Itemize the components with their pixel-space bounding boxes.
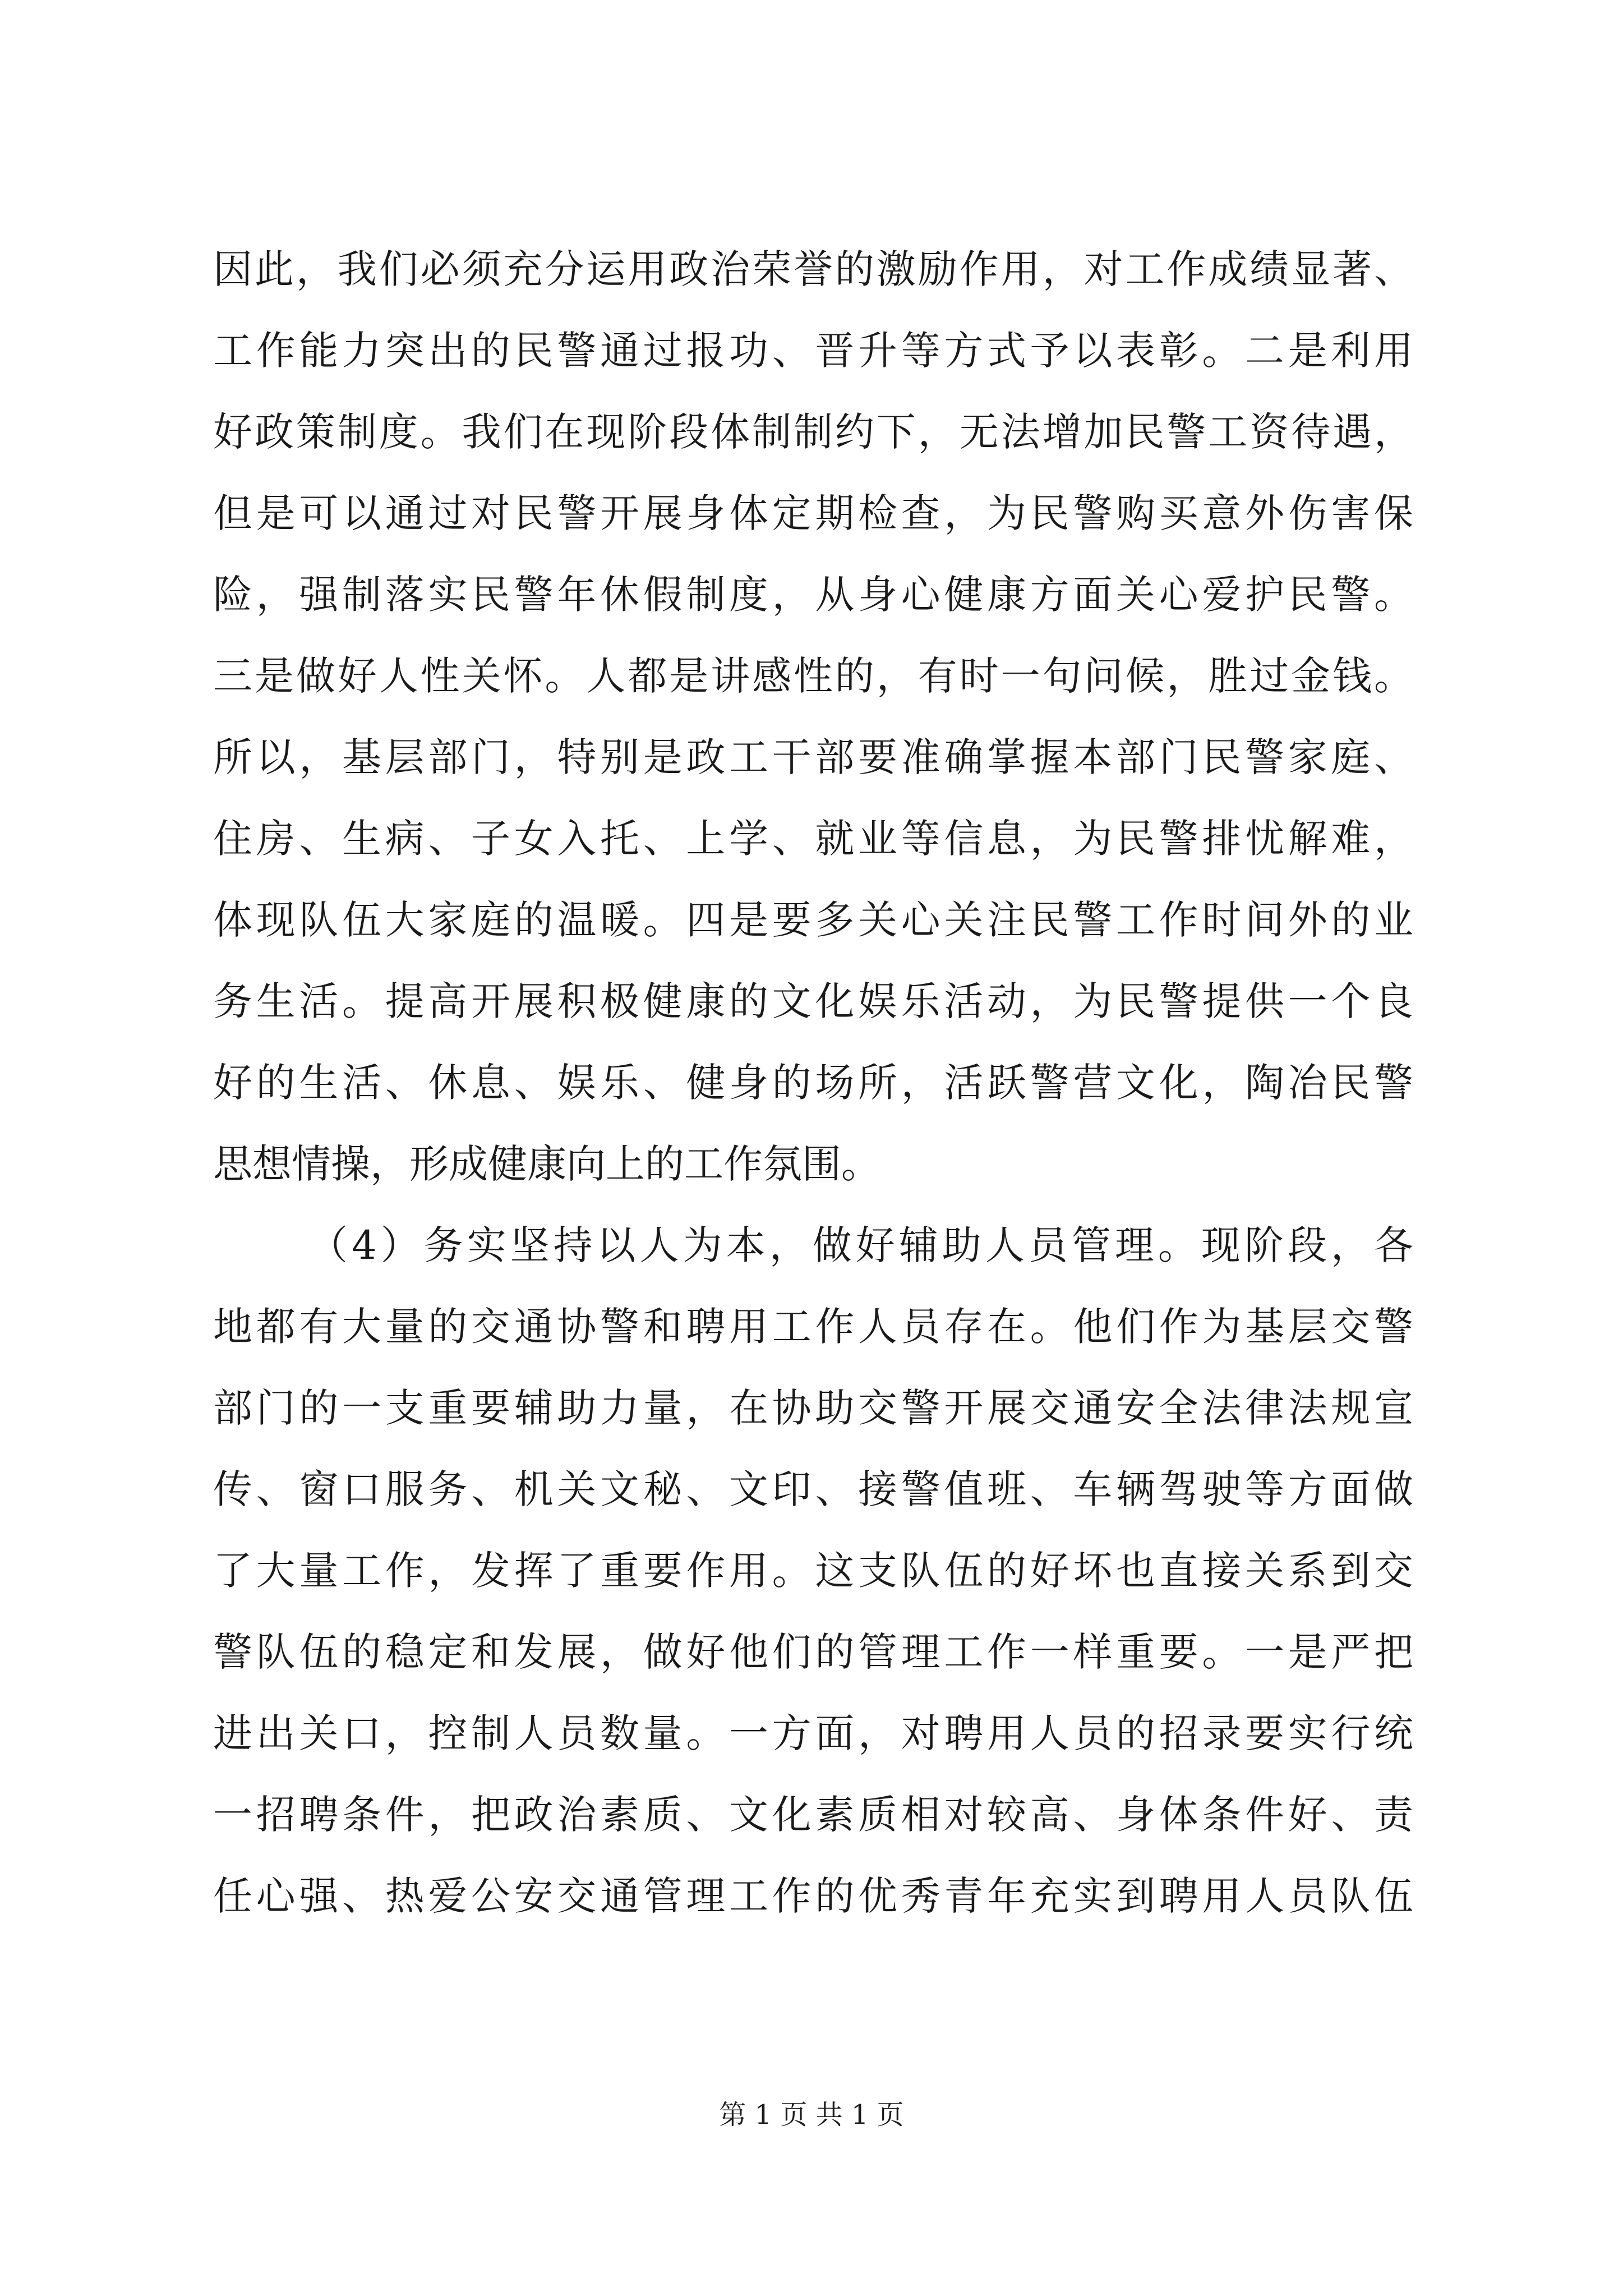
text-line: 地都有大量的交通协警和聘用工作人员存在。他们作为基层交警 <box>213 1304 1413 1350</box>
paragraph-1 <box>213 229 1413 1205</box>
text-line: 因此，我们必须充分运用政治荣誉的激励作用，对工作成绩显著、 <box>213 246 1413 292</box>
page-footer <box>0 2098 1623 2132</box>
text-line: 思想情操，形成健康向上的工作氛围。 <box>213 1141 880 1187</box>
text-line: （4）务实坚持以人为本，做好辅助人员管理。现阶段，各 <box>308 1222 1413 1268</box>
text-line: 务生活。提高开展积极健康的文化娱乐活动，为民警提供一个良 <box>213 978 1413 1024</box>
paragraph-2 <box>213 1205 1413 1937</box>
text-line: 任心强、热爱公安交通管理工作的优秀青年充实到聘用人员队伍 <box>213 1873 1413 1919</box>
text-line: 传、窗口服务、机关文秘、文印、接警值班、车辆驾驶等方面做 <box>213 1466 1413 1512</box>
text-line: 住房、生病、子女入托、上学、就业等信息，为民警排忧解难， <box>213 816 1413 862</box>
text-line: 进出关口，控制人员数量。一方面，对聘用人员的招录要实行统 <box>213 1710 1413 1756</box>
text-line: 警队伍的稳定和发展，做好他们的管理工作一样重要。一是严把 <box>213 1629 1413 1675</box>
text-line: 但是可以通过对民警开展身体定期检查，为民警购买意外伤害保 <box>213 490 1413 536</box>
text-line: 所以，基层部门，特别是政工干部要准确掌握本部门民警家庭、 <box>213 734 1413 780</box>
text-line: 一招聘条件，把政治素质、文化素质相对较高、身体条件好、责 <box>213 1792 1413 1838</box>
text-line: 了大量工作，发挥了重要作用。这支队伍的好坏也直接关系到交 <box>213 1548 1413 1594</box>
text-line: 好的生活、休息、娱乐、健身的场所，活跃警营文化，陶冶民警 <box>213 1060 1413 1106</box>
body-text <box>213 229 1413 1937</box>
page-number-label: 第 1 页 共 1 页 <box>719 2099 904 2131</box>
text-line: 体现队伍大家庭的温暖。四是要多关心关注民警工作时间外的业 <box>213 897 1413 943</box>
text-line: 险，强制落实民警年休假制度，从身心健康方面关心爱护民警。 <box>213 572 1413 618</box>
text-line: 三是做好人性关怀。人都是讲感性的，有时一句问候，胜过金钱。 <box>213 653 1413 699</box>
text-line: 工作能力突出的民警通过报功、晋升等方式予以表彰。二是利用 <box>213 328 1413 374</box>
text-line: 部门的一支重要辅助力量，在协助交警开展交通安全法律法规宣 <box>213 1385 1413 1431</box>
text-line: 好政策制度。我们在现阶段体制制约下，无法增加民警工资待遇， <box>213 409 1413 455</box>
